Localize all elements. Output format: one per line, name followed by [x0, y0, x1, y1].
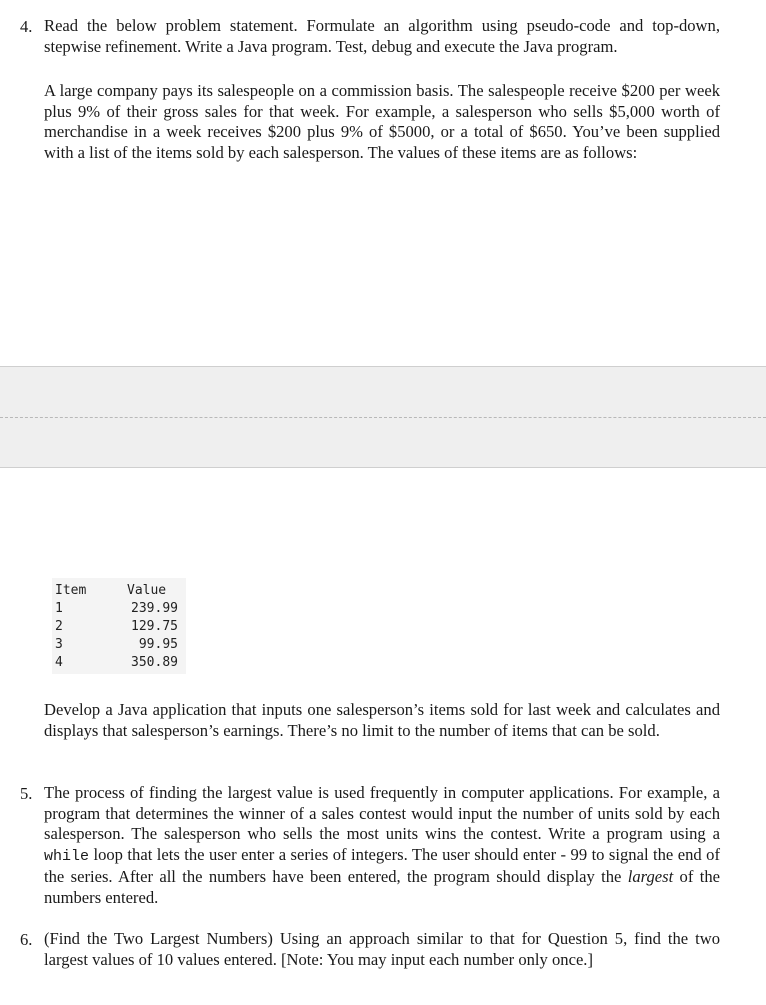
question-4-intro: Read the below problem statement. Formulate an algorithm using pseudo-code and top-down, stepwise refinement. Write a Java program. Test, debug and execute the Java program.	[44, 16, 720, 56]
table-header-value: Value	[127, 583, 167, 598]
items-value-table	[52, 578, 186, 674]
question-6-text: (Find the Two Largest Numbers) Using an approach similar to that for Question 5, find the two largest values of 10 values entered. [Note: You may input each number only once.]	[44, 929, 720, 969]
table-cell-item: 4	[55, 655, 63, 670]
question-4-closing: Develop a Java application that inputs one salesperson’s items sold for last week and calculates and displays that salesperson’s earnings. There’s no limit to the number of items that can be sold.	[44, 700, 720, 740]
question-6-number: 6.	[20, 930, 33, 949]
table-cell-item: 2	[55, 619, 63, 634]
question-5-number: 5.	[20, 784, 33, 803]
page-break-top-line	[0, 366, 766, 367]
table-cell-item: 3	[55, 637, 63, 652]
question-5-text-a: The process of finding the largest value is used frequently in computer applications. For example, a program that determines the winner of a sales contest would input the number of units sold by each salesperson. The salesperson who sells the most units wins the contest. Write a program using a	[44, 783, 720, 844]
question-4-number: 4.	[20, 17, 33, 36]
page-break-dashed-line	[0, 417, 766, 418]
page-break-bottom-line	[0, 467, 766, 468]
table-header-item: Item	[55, 583, 87, 598]
emphasis-largest: largest	[627, 867, 674, 887]
table-cell-item: 1	[55, 601, 63, 616]
table-cell-value: 350.89	[131, 655, 178, 670]
question-5-text	[44, 783, 720, 909]
table-cell-value: 129.75	[131, 619, 178, 634]
code-keyword-while: while	[44, 847, 90, 865]
question-4-statement: A large company pays its salespeople on a commission basis. The salespeople receive $200 per week plus 9% of their gross sales for that week. For example, a salesperson who sells $5,000 worth of merchandise in a week receives $200 plus 9% of $5000, or a total of $650. You’ve been supplied with a list of the items sold by each salesperson. The values of these items are as follows:	[44, 81, 720, 162]
question-5-text-b: loop that lets the user enter a series of integers. The user should enter - 99 to signal the end of the series. After all the numbers have been entered, the program should display the	[44, 844, 720, 887]
question-5-text-c: of the numbers entered.	[44, 867, 720, 907]
table-cell-value: 99.95	[138, 637, 178, 652]
table-cell-value: 239.99	[131, 601, 178, 616]
